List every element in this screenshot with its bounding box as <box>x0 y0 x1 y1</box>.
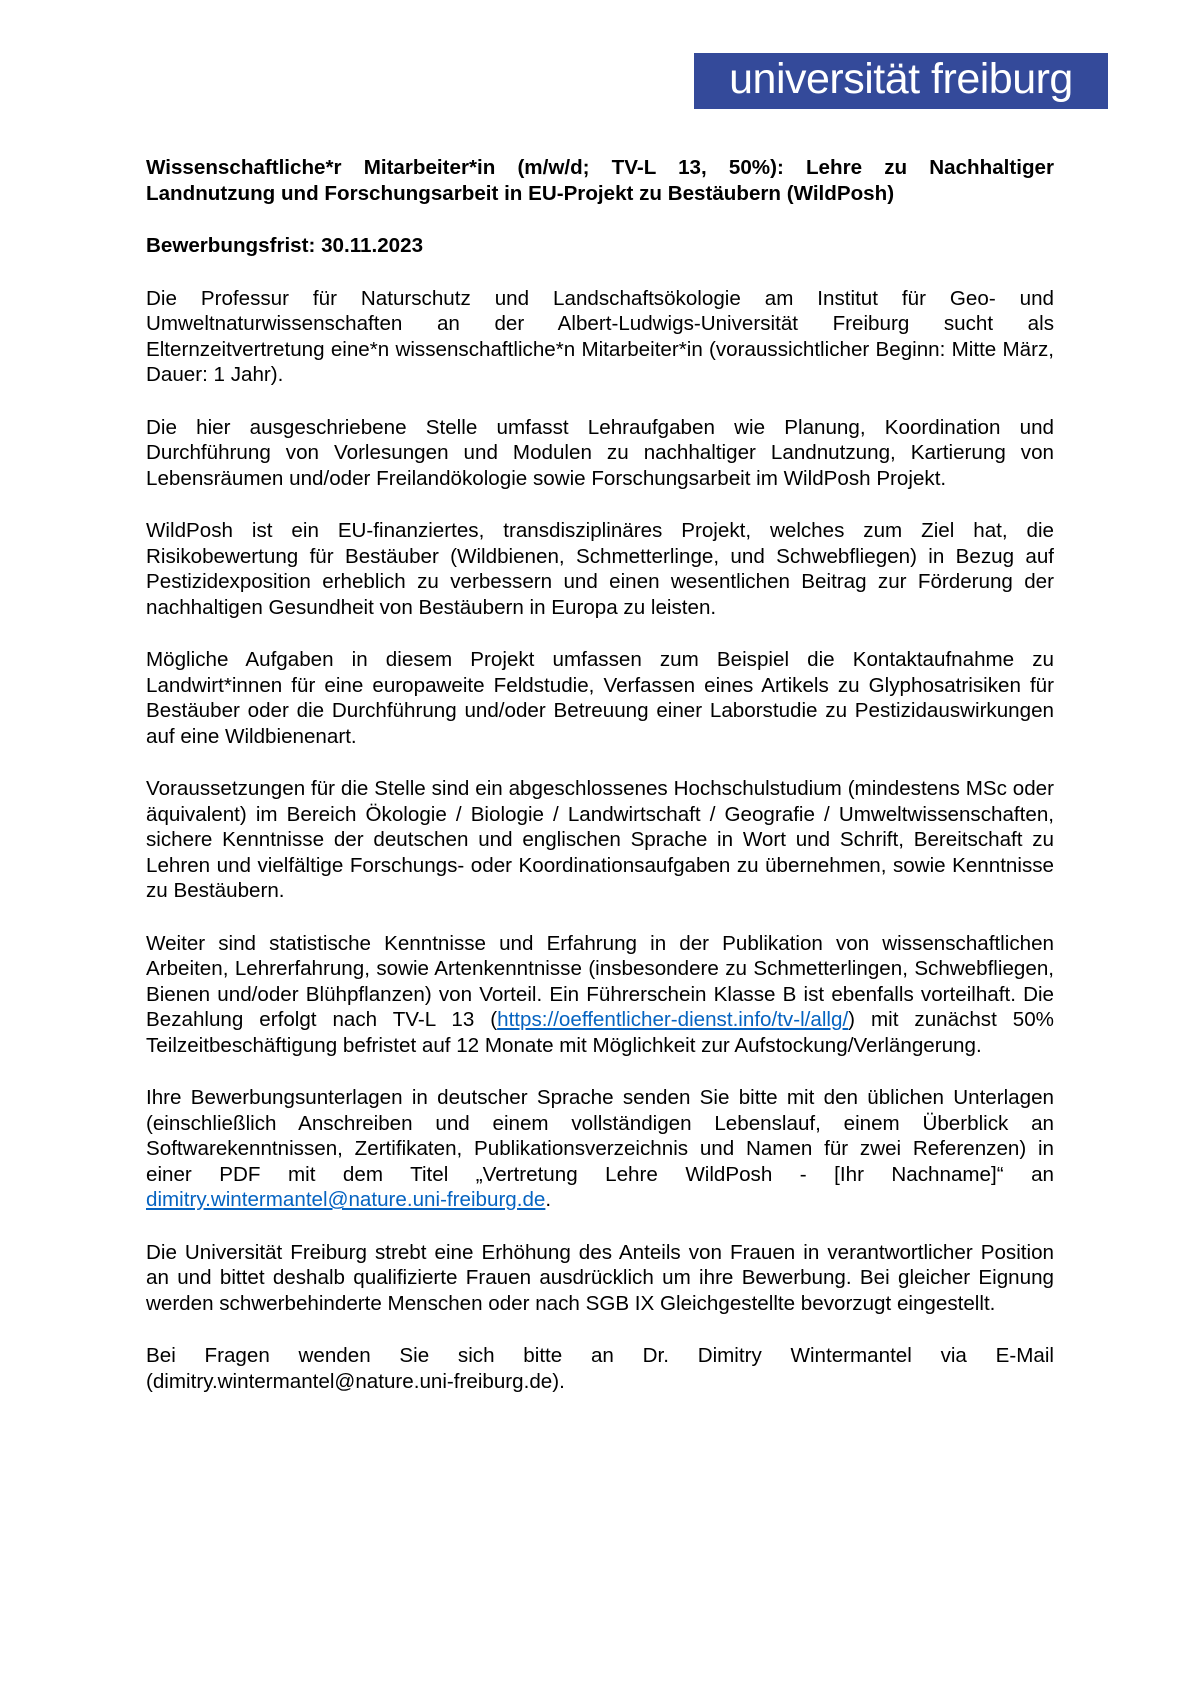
application-deadline <box>146 233 1054 259</box>
paragraph-benefits <box>146 931 1054 1059</box>
benefits-text-start: Weiter sind statistische Kenntnisse und Erfahrung in der Publikation von wissenschaftlichen Arbeiten, Lehrerfahrung, sowie Artenkenntnisse (insbesondere zu Schmetterlingen, Schwebfliegen, Bienen und/oder Blühpflanzen) von Vorteil. Ein Führerschein Klasse B ist ebenfalls vorteilhaft. Die Bezahlung erfolgt nach TV-L 13 ( <box>146 931 1054 1031</box>
paragraph-tasks: Die hier ausgeschriebene Stelle umfasst Lehraufgaben wie Planung, Koordination und Durchführung von Vorlesungen und Modulen zu nachhaltiger Landnutzung, Kartierung von Lebensräumen und/oder Freilandökologie sowie Forschungsarbeit im WildPosh Projekt. <box>146 415 1054 490</box>
job-posting <box>146 155 1054 1421</box>
deadline-date: 30.11.2023 <box>321 234 424 257</box>
paragraph-equality: Die Universität Freiburg strebt eine Erhöhung des Anteils von Frauen in verantwortlicher Position an und bittet deshalb qualifizierte Frauen ausdrücklich um ihre Bewerbung. Bei gleicher Eignung werden schwerbehinderte Menschen oder nach SGB IX Gleichgestellte bevorzugt eingestellt. <box>146 1240 1054 1315</box>
paragraph-contact: Bei Fragen wenden Sie sich bitte an Dr. Dimitry Wintermantel via E-Mail (dimitry.wintermantel@nature.uni-freiburg.de). <box>146 1344 1054 1393</box>
application-text-start: Ihre Bewerbungsunterlagen in deutscher Sprache senden Sie bitte mit den üblichen Unterlagen (einschließlich Anschreiben und einem vollständigen Lebenslauf, einem Überblick an Softwarekenntnissen, Zertifikaten, Publikationsverzeichnis und Namen für zwei Referenzen) in einer PDF mit dem Titel „Vertretung Lehre WildPosh - [Ihr Nachname]“ an <box>146 1086 1054 1186</box>
benefits-text-end: ) mit zunächst 50% Teilzeitbeschäftigung befristet auf 12 Monate mit Möglichkeit zur Aufstockung/Verlängerung. <box>146 1008 1054 1057</box>
paragraph-requirements: Voraussetzungen für die Stelle sind ein abgeschlossenes Hochschulstudium (mindestens MSc oder äquivalent) im Bereich Ökologie / Biologie / Landwirtschaft / Geografie / Umweltwissenschaften, sichere Kenntnisse der deutschen und englischen Sprache in Wort und Schrift, Bereitschaft zu Lehren und vielfältige Forschungs- oder Koordinationsaufgaben zu übernehmen, sowie Kenntnisse zu Bestäubern. <box>146 777 1054 902</box>
paragraph-project: WildPosh ist ein EU-finanziertes, transdisziplinäres Projekt, welches zum Ziel hat, die Risikobewertung für Bestäuber (Wildbienen, Schmetterlinge, und Schwebfliegen) in Bezug auf Pestizidexposition erheblich zu verbessern und einen wesentlichen Beitrag zur Förderung der nachhaltigen Gesundheit von Bestäubern in Europa zu leisten. <box>146 519 1054 619</box>
paragraph-possible-tasks: Mögliche Aufgaben in diesem Projekt umfassen zum Beispiel die Kontaktaufnahme zu Landwirt*innen für eine europaweite Feldstudie, Verfassen eines Artikels zu Glyphosatrisiken für Bestäuber oder die Durchführung und/oder Betreuung einer Laborstudie zu Pestizidauswirkungen auf eine Wildbienenart. <box>146 648 1054 748</box>
paragraph-intro: Die Professur für Naturschutz und Landschaftsökologie am Institut für Geo- und Umweltnaturwissenschaften an der Albert-Ludwigs-Universität Freiburg sucht als Elternzeitvertretung eine*n wissenschaftliche*n Mitarbeiter*in (voraussichtlicher Beginn: Mitte März, Dauer: 1 Jahr). <box>146 286 1054 386</box>
salary-info-link[interactable]: https://oeffentlicher-dienst.info/tv-l/allg/ <box>497 1008 849 1031</box>
application-text-end: . <box>545 1188 552 1211</box>
university-logo: universität freiburg <box>694 53 1108 109</box>
paragraph-application <box>146 1085 1054 1213</box>
deadline-label: Bewerbungsfrist: <box>146 234 316 257</box>
contact-email-link[interactable]: dimitry.wintermantel@nature.uni-freiburg.de <box>146 1188 546 1211</box>
posting-title: Wissenschaftliche*r Mitarbeiter*in (m/w/d; TV-L 13, 50%): Lehre zu Nachhaltiger Landnutzung und Forschungsarbeit in EU-Projekt zu Bestäubern (WildPosh) <box>146 156 1054 205</box>
